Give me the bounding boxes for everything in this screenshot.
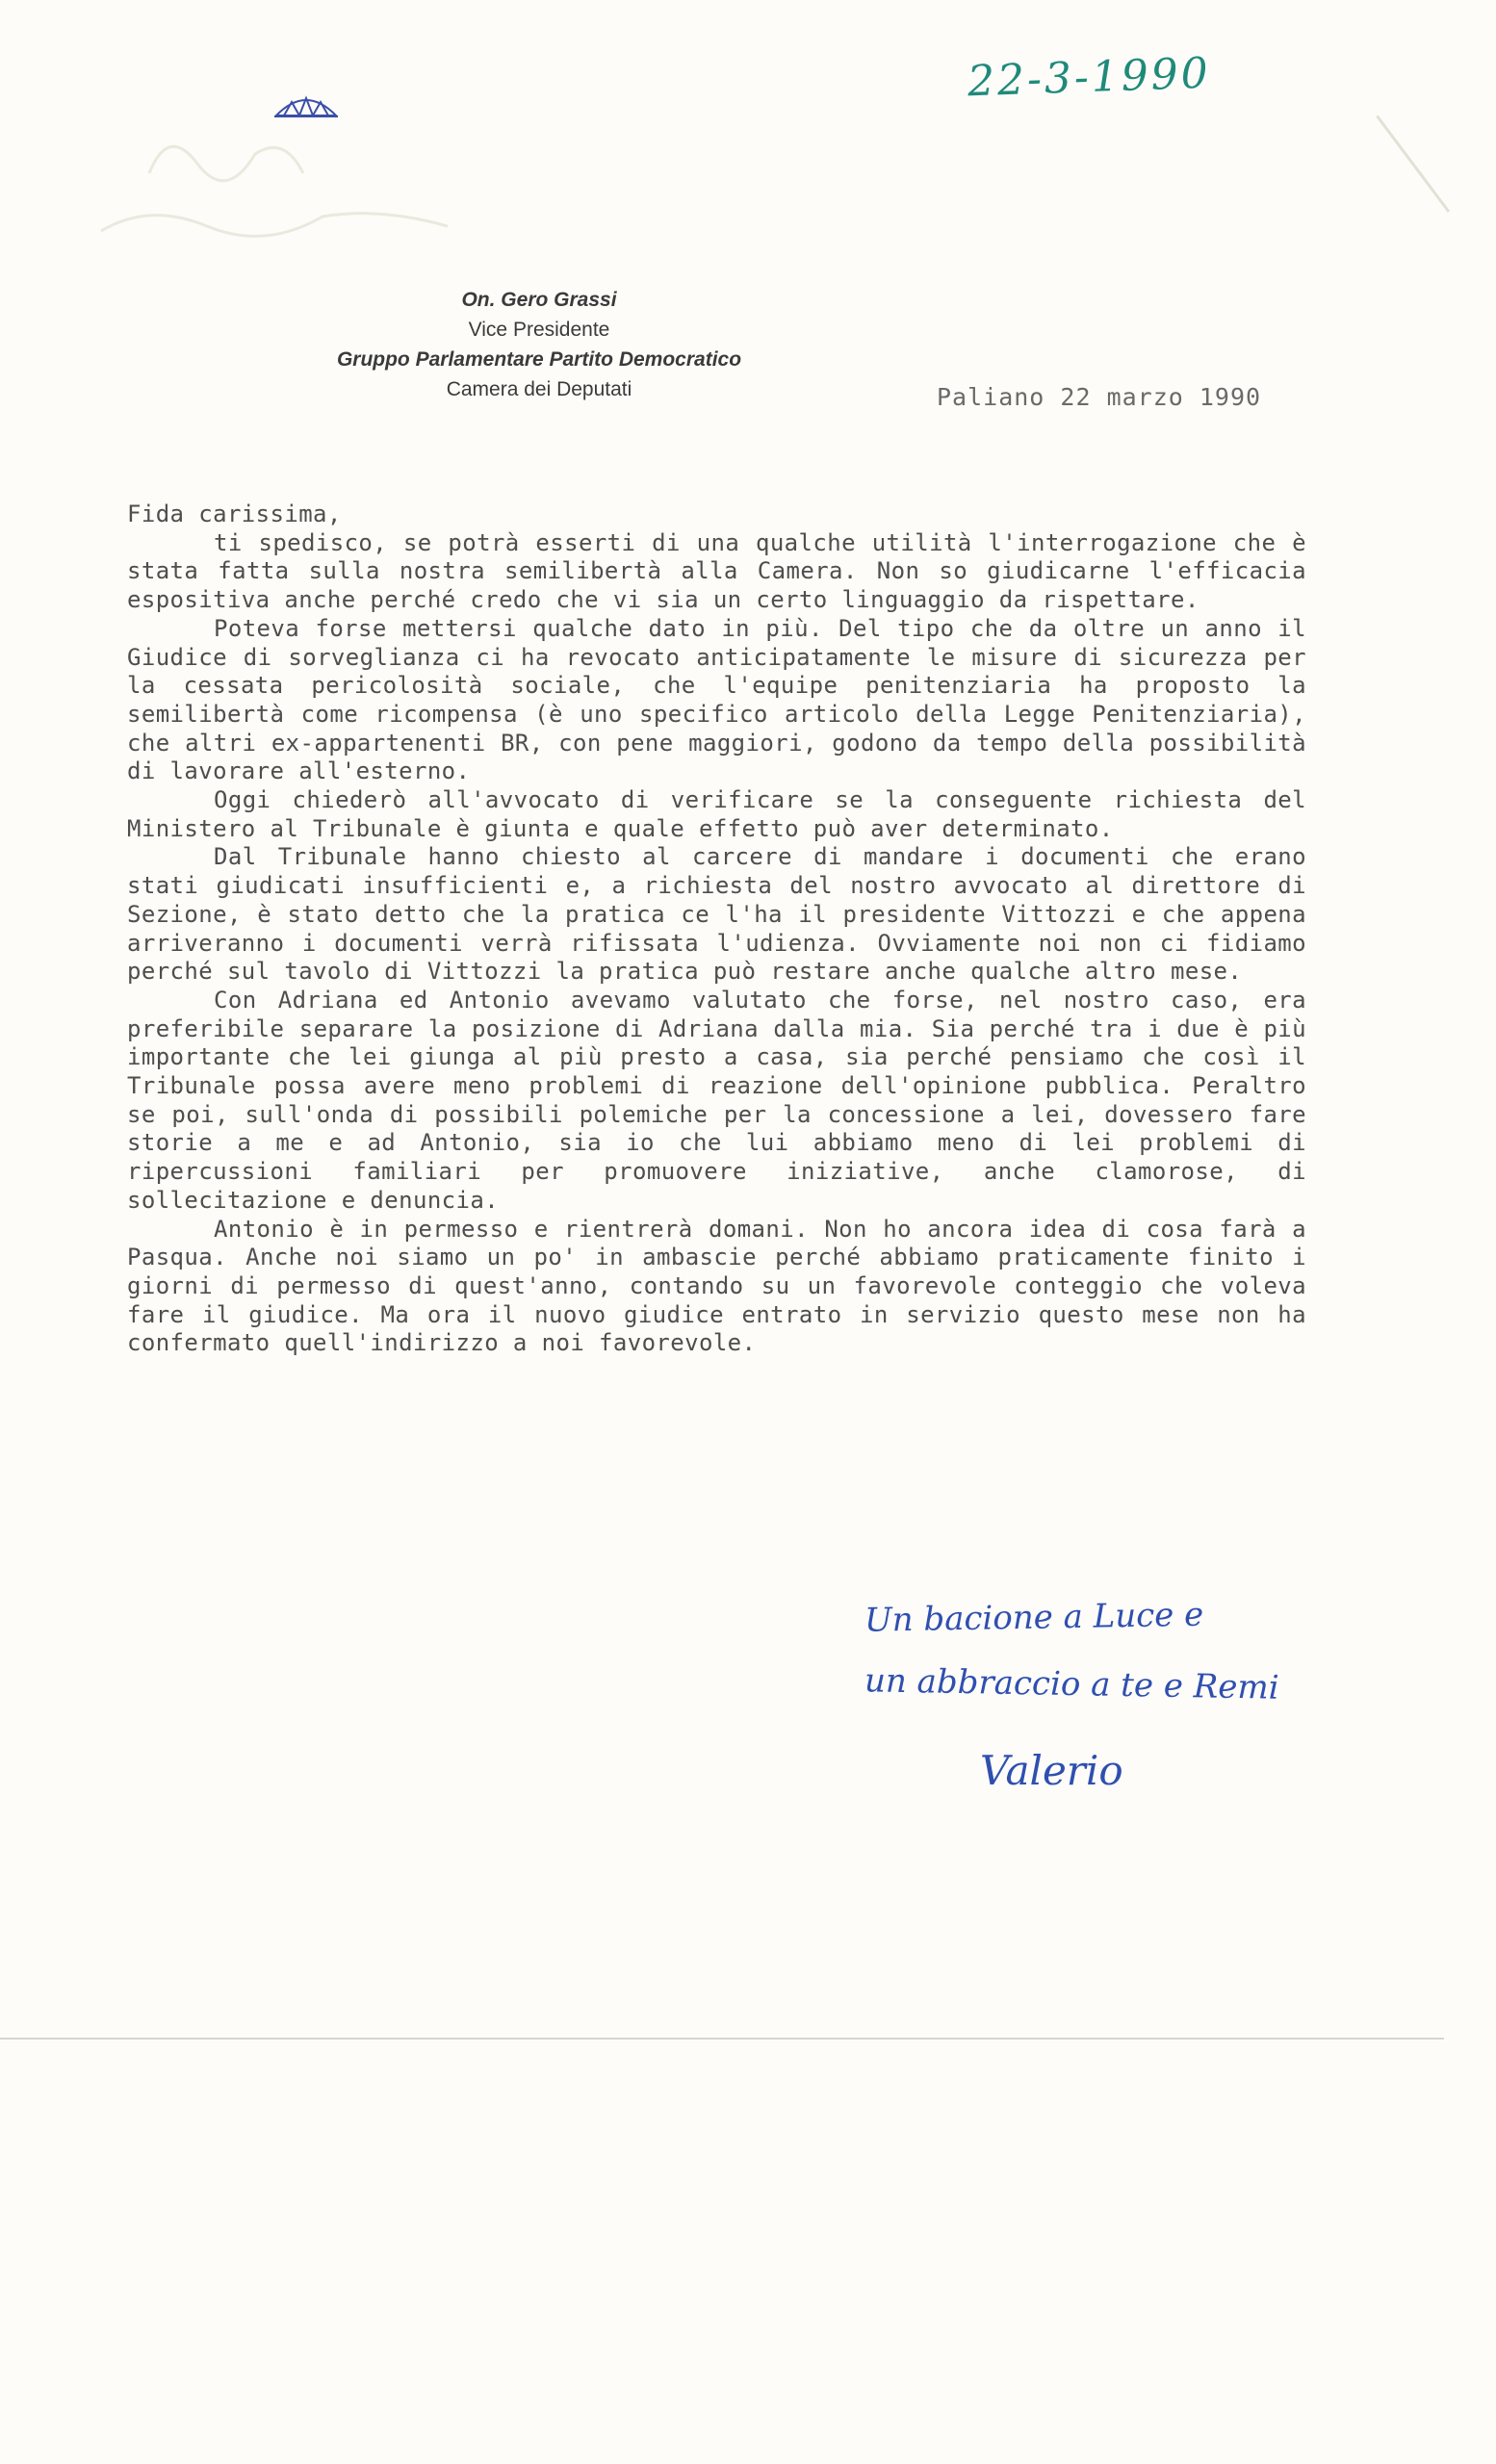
handwritten-date: 22-3-1990 [967, 48, 1212, 107]
paragraph: Antonio è in permesso e rientrerà domani. Non ho ancora idea di cosa farà a Pasqua. Anche noi siamo un po' in ambascie perché abbiamo praticamente finito i giorni di permesso di quest'anno, contando su un favorevole conteggio che voleva fare il giudice. Ma ora il nuovo giudice entrato in servizio questo mese non ha confermato quell'indirizzo a noi favorevole. [127, 1215, 1306, 1357]
place-and-date: Paliano 22 marzo 1990 [937, 383, 1262, 411]
handwritten-signature: Valerio [980, 1747, 1123, 1794]
salutation: Fida carissima, [127, 500, 342, 527]
letterhead-name: On. Gero Grassi [461, 289, 617, 311]
letterhead-chamber: Camera dei Deputati [446, 378, 632, 400]
paragraph: Con Adriana ed Antonio avevamo valutato che forse, nel nostro caso, era preferibile separare la posizione di Adriana dalla mia. Sia perché tra i due è più importante che lei giunga al più presto a casa, sia perché pensiamo che così il Tribunale possa avere meno problemi di reazione dell'opinione pubblica. Peraltro se poi, sull'onda di possibili polemiche per la concessione a lei, dovessero fare storie a me e ad Antonio, sia io che lui abbiamo meno di lei problemi di ripercussioni familiari per promuovere iniziative, anche clamorose, di sollecitazione e denuncia. [127, 986, 1306, 1214]
paragraph: ti spedisco, se potrà esserti di una qualche utilità l'interrogazione che è stata fatta sulla nostra semilibertà alla Camera. Non so giudicarne l'efficacia espositiva anche perché credo che vi sia un certo linguaggio da rispettare. [127, 528, 1306, 614]
paper-corner-fold [1377, 116, 1454, 221]
letterhead-group: Gruppo Parlamentare Partito Democratico [336, 348, 742, 371]
scan-edge-line [0, 2038, 1444, 2040]
letterhead-role: Vice Presidente [468, 319, 610, 341]
paragraph: Dal Tribunale hanno chiesto al carcere di mandare i documenti che erano stati giudicati insufficienti e, a richiesta del nostro avvocato al direttore di Sezione, è stato detto che la pratica ce l'ha il presidente Vittozzi e che appena arriveranno i documenti verrà rifissata l'udienza. Ovviamente noi non ci fidiamo perché sul tavolo di Vittozzi la pratica può restare anche qualche altro mese. [127, 843, 1306, 986]
handwritten-closing [864, 1583, 1279, 1718]
letter-body [127, 500, 1306, 1358]
paragraph: Oggi chiederò all'avvocato di verificare se la conseguente richiesta del Ministero al Tribunale è giunta e quale effetto può aver determinato. [127, 786, 1306, 842]
paragraph: Poteva forse mettersi qualche dato in più. Del tipo che da oltre un anno il Giudice di sorveglianza ci ha revocato anticipatamente le misure di sicurezza per la cessata pericolosità sociale, che l'equipe penitenziaria ha proposto la semilibertà come ricompensa (è uno specifico articolo della Legge Penitenziaria), che altri ex-appartenenti BR, con pene maggiori, godono da tempo della possibilità di lavorare all'esterno. [127, 614, 1306, 785]
letterhead [289, 285, 789, 404]
closing-line-1: Un bacione a Luce e [864, 1595, 1204, 1640]
closing-line-2: un abbraccio a te e Remi [864, 1661, 1279, 1707]
faint-printed-logo [91, 106, 457, 250]
